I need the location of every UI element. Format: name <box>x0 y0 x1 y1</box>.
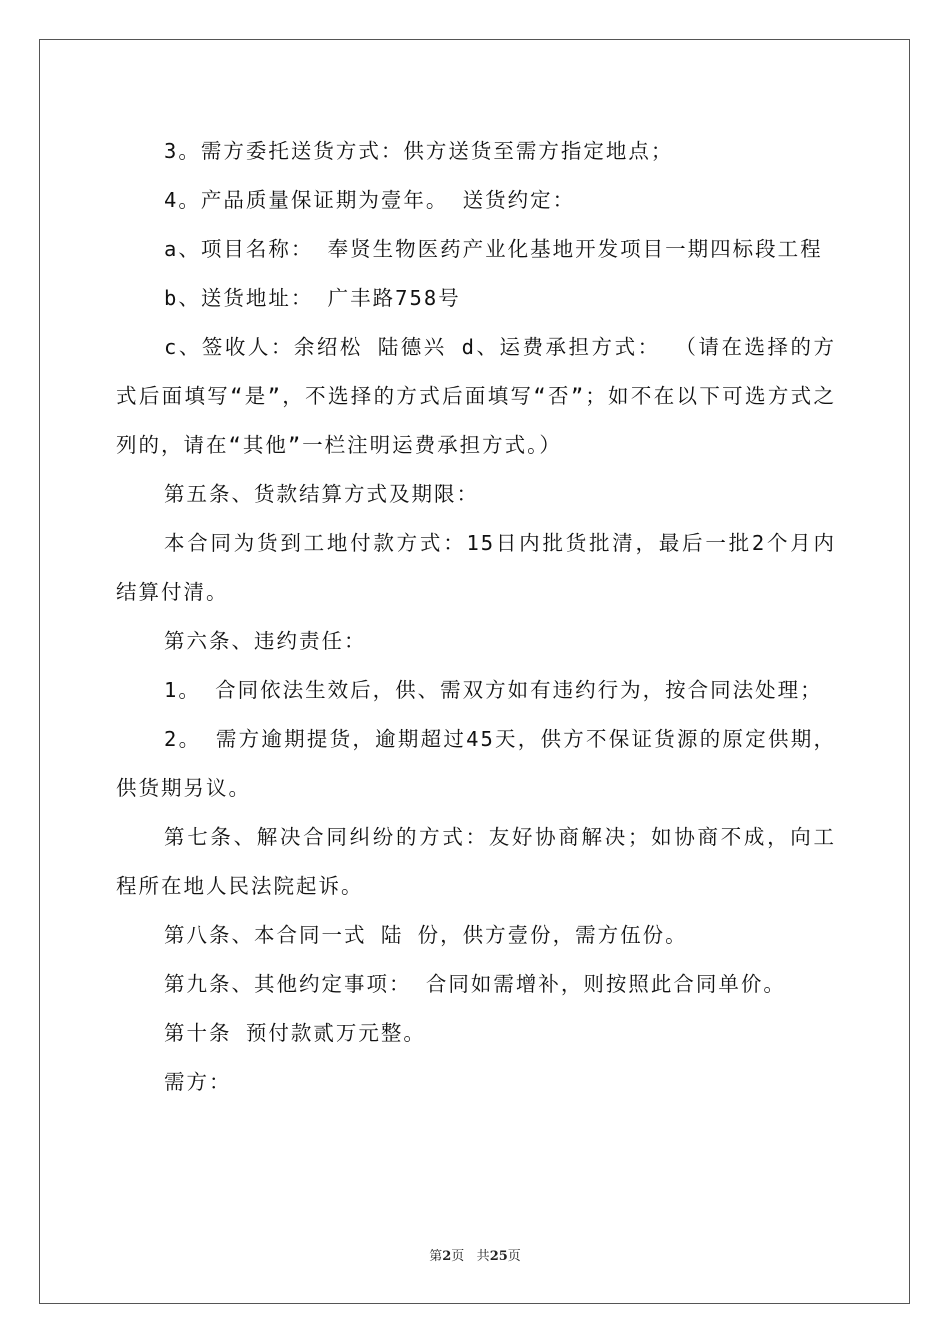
paragraph-4: b、送货地址： 广丰路758号 <box>164 286 461 310</box>
paragraph-6: 第五条、货款结算方式及期限： <box>164 482 479 506</box>
paragraph-7: 本合同为货到工地付款方式：15日内批货批清，最后一批2个月内结算付清。 <box>116 531 836 604</box>
footer-page-number: 2 <box>442 1249 452 1264</box>
paragraph-13: 第九条、其他约定事项： 合同如需增补，则按照此合同单价。 <box>164 972 786 996</box>
paragraph-8: 第六条、违约责任： <box>164 629 367 653</box>
paragraph-14: 第十条 预付款贰万元整。 <box>164 1021 426 1045</box>
document-body <box>116 127 836 1107</box>
footer-total-prefix: 共 <box>476 1249 490 1264</box>
paragraph-1: 3。需方委托送货方式：供方送货至需方指定地点； <box>164 139 674 163</box>
paragraph-9: 1。 合同依法生效后，供、需双方如有违约行为，按合同法处理； <box>164 678 823 702</box>
paragraph-11: 第七条、解决合同纠纷的方式：友好协商解决；如协商不成，向工程所在地人民法院起诉。 <box>116 825 836 898</box>
paragraph-2: 4。产品质量保证期为壹年。 送货约定： <box>164 188 576 212</box>
footer-page-unit: 页 <box>451 1249 465 1264</box>
paragraph-12: 第八条、本合同一式 陆 份，供方壹份，需方伍份。 <box>164 923 688 947</box>
paragraph-5: c、签收人：余绍松 陆德兴 d、运费承担方式： （请在选择的方式后面填写“是”，不选择的方式后面填写“否”；如不在以下可选方式之列的，请在“其他”一栏注明运费承担方式。） <box>116 335 836 457</box>
footer-prefix: 第 <box>429 1249 443 1264</box>
page-footer <box>0 1245 950 1264</box>
paragraph-15: 需方： <box>164 1070 232 1094</box>
footer-total-pages: 25 <box>489 1249 508 1264</box>
footer-total-unit: 页 <box>507 1249 521 1264</box>
paragraph-3: a、项目名称： 奉贤生物医药产业化基地开发项目一期四标段工程 <box>164 237 823 261</box>
paragraph-10: 2。 需方逾期提货，逾期超过45天，供方不保证货源的原定供期，供货期另议。 <box>116 727 836 800</box>
